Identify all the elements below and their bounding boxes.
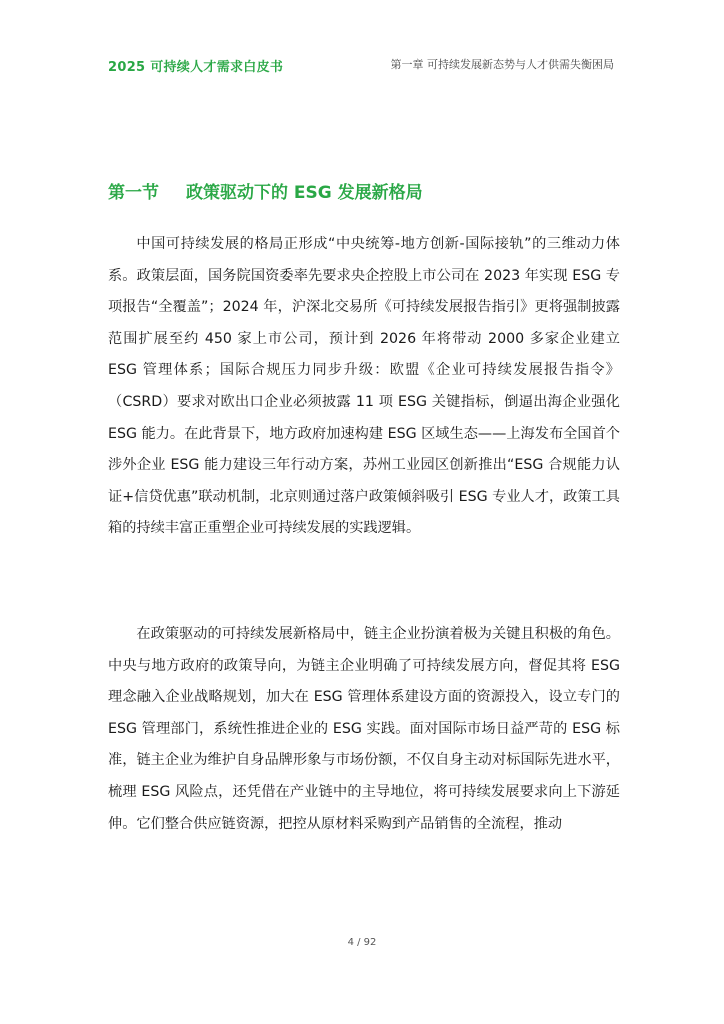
paragraph-text: 在政策驱动的可持续发展新格局中，链主企业扮演着极为关键且积极的角色。中央与地方政府的政策导向，为链主企业明确了可持续发展方向，督促其将 ESG 理念融入企业战略规划，加大在 ESG 管理体系建设方面的资源投入，设立专门的 ESG 管理部门，系统性推进企业的 ESG 实践。面对国际市场日益严苛的 ESG 标准，链主企业为维护自身品牌形象与市场份额，不仅自身主动对标国际先进水平，梳理 ESG 风险点，还凭借在产业链中的主导地位，将可持续发展要求向上下游延伸。它们整合供应链资源，把控从原材料采购到产品销售的全流程，推动 — [108, 626, 620, 832]
body-paragraph-1 — [108, 229, 620, 545]
section-heading — [108, 178, 423, 203]
page-number: 4 / 92 — [347, 937, 377, 948]
section-number: 第一节 — [108, 183, 159, 203]
body-paragraph-2 — [108, 619, 620, 840]
page-header — [0, 0, 724, 80]
paragraph-text: 中国可持续发展的格局正形成“中央统筹-地方创新-国际接轨”的三维动力体系。政策层面，国务院国资委率先要求央企控股上市公司在 2023 年实现 ESG 专项报告“全覆盖”；2024 年，沪深北交易所《可持续发展报告指引》更将强制披露范围扩展至约 450 家上市公司，预计到 2026 年将带动 2000 多家企业建立 ESG 管理体系；国际合规压力同步升级：欧盟《企业可持续发展报告指令》（CSRD）要求对欧出口企业必须披露 11 项 ESG 关键指标，倒逼出海企业强化 ESG 能力。在此背景下，地方政府加速构建 ESG 区域生态——上海发布全国首个涉外企业 ESG 能力建设三年行动方案，苏州工业园区创新推出“ESG 合规能力认证+信贷优惠”联动机制，北京则通过落户政策倾斜吸引 ESG 专业人才，政策工具箱的持续丰富正重塑企业可持续发展的实践逻辑。 — [108, 236, 620, 537]
section-title: 政策驱动下的 ESG 发展新格局 — [186, 183, 423, 203]
document-title: 2025 可持续人才需求白皮书 — [108, 60, 284, 75]
chapter-title: 第一章 可持续发展新态势与人才供需失衡困局 — [390, 58, 614, 71]
